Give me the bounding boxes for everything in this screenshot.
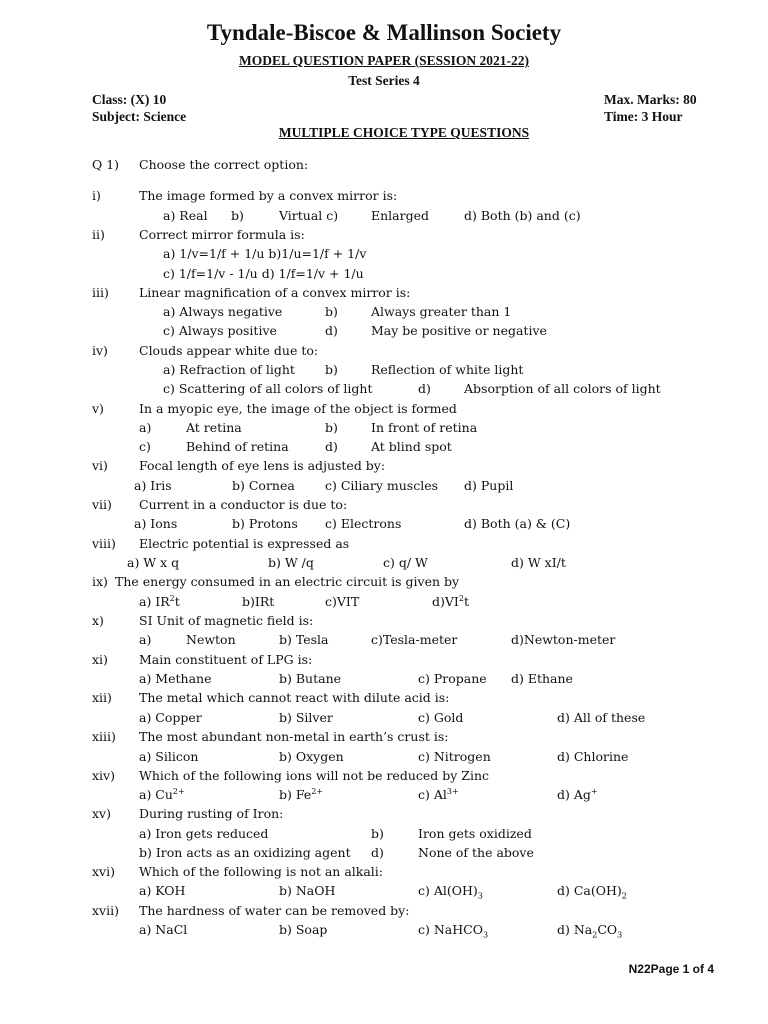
max-marks-label: Max. Marks: 80: [604, 92, 697, 107]
option-text: c): [139, 439, 151, 454]
option-text: d)Newton-meter: [511, 632, 616, 647]
question-number: xiv): [92, 768, 115, 783]
question-text: Which of the following ions will not be reduced by Zinc: [139, 768, 490, 783]
paper-title: MODEL QUESTION PAPER (SESSION 2021-22): [238, 53, 530, 68]
question-number: ii): [92, 227, 105, 242]
question-number: xi): [92, 652, 108, 667]
question-number: Q 1): [92, 157, 120, 172]
question-text: Current in a conductor is due to:: [139, 497, 348, 512]
question-text: Linear magnification of a convex mirror is:: [139, 285, 411, 300]
option-text: a) NaCl: [139, 922, 188, 937]
question-number: vi): [92, 458, 108, 473]
option-text: c) $Al^{3+}$: [418, 786, 459, 802]
question-number: vii): [92, 497, 112, 512]
option-text: May be positive or negative: [371, 323, 547, 338]
option-text: c) Propane: [418, 671, 487, 686]
option-text: a) KOH: [139, 883, 186, 898]
option-text: b) $Fe^{2+}$: [279, 786, 324, 802]
option-text: At blind spot: [371, 439, 452, 454]
option-text: b) NaOH: [279, 883, 336, 898]
option-text: None of the above: [418, 845, 534, 860]
option-text: a) Always negative: [163, 304, 283, 319]
option-text: d) Both (a) & (C): [464, 516, 571, 531]
question-text: The metal which cannot react with dilute acid is:: [139, 690, 450, 705]
question-text: Correct mirror formula is:: [139, 227, 305, 242]
option-text: a) Real: [163, 208, 208, 223]
question-text: Main constituent of LPG is:: [139, 652, 313, 667]
question-number: x): [92, 613, 104, 628]
question-text: The energy consumed in an electric circuit is given by: [115, 574, 460, 589]
option-text: b): [325, 304, 338, 319]
option-text: At retina: [186, 420, 242, 435]
class-label: Class: (X) 10: [92, 92, 167, 107]
option-text: d) All of these: [557, 710, 646, 725]
question-number: xiii): [92, 729, 116, 744]
option-text: d) Ethane: [511, 671, 573, 686]
option-text: a) Iris: [134, 478, 172, 493]
option-text: b) Silver: [279, 710, 333, 725]
question-number: i): [92, 188, 101, 203]
option-text: In front of retina: [371, 420, 478, 435]
option-text: Absorption of all colors of light: [464, 381, 661, 396]
question-text: Focal length of eye lens is adjusted by:: [139, 458, 386, 473]
option-text: a) $Cu^{2+}$: [139, 786, 185, 802]
option-text: Behind of retina: [186, 439, 289, 454]
option-text: b) Tesla: [279, 632, 329, 647]
option-text: Iron gets oxidized: [418, 826, 532, 841]
option-text: c) Scattering of all colors of light: [163, 381, 373, 396]
option-text: b) Soap: [279, 922, 328, 937]
option-text: d) $Ca(OH)_2$: [557, 883, 627, 901]
question-number: xvii): [92, 903, 119, 918]
question-number: ix): [92, 574, 108, 589]
series-title: Test Series 4: [348, 73, 420, 88]
option-text: b) Cornea: [232, 478, 295, 493]
question-text: Clouds appear white due to:: [139, 343, 319, 358]
option-text: d): [325, 323, 338, 338]
question-number: xv): [92, 806, 111, 821]
option-text: c) Gold: [418, 710, 464, 725]
option-text: c) NaHCO$_3$: [418, 922, 489, 940]
question-text: The hardness of water can be removed by:: [139, 903, 410, 918]
option-text: b): [325, 420, 338, 435]
option-text: b) Iron acts as an oxidizing agent: [139, 845, 351, 860]
page-number: N22Page 1 of 4: [628, 962, 714, 976]
option-text: a) Methane: [139, 671, 212, 686]
society-title: Tyndale-Biscoe & Mallinson Society: [206, 20, 562, 45]
option-text: d) Chlorine: [557, 749, 629, 764]
option-text: a): [139, 632, 152, 647]
question-number: iii): [92, 285, 109, 300]
option-text: a) Iron gets reduced: [139, 826, 269, 841]
option-text: Newton: [186, 632, 236, 647]
option-text: a) Refraction of light: [163, 362, 295, 377]
subject-label: Subject: Science: [92, 109, 187, 124]
option-text: a) Ions: [134, 516, 178, 531]
option-text: b)IRt: [242, 594, 275, 609]
option-text: d) $Na_2CO_3$: [557, 922, 623, 940]
question-number: xii): [92, 690, 112, 705]
question-text: During rusting of Iron:: [139, 806, 284, 821]
option-text: c)VIT: [325, 594, 360, 609]
option-text: c) Ciliary muscles: [325, 478, 439, 493]
option-text: c)Tesla-meter: [371, 632, 458, 647]
option-text: b): [371, 826, 384, 841]
option-text: a) Silicon: [139, 749, 199, 764]
option-text: c) Always positive: [163, 323, 277, 338]
option-text: d): [325, 439, 338, 454]
question-text: Choose the correct option:: [139, 157, 309, 172]
question-number: viii): [92, 536, 116, 551]
option-text: b): [325, 362, 338, 377]
option-text: d) Ag+: [557, 786, 598, 802]
option-text: c) Electrons: [325, 516, 402, 531]
option-text: $d)VI^2t$: [432, 593, 469, 609]
option-text: a): [139, 420, 152, 435]
option-text: b) Protons: [232, 516, 298, 531]
option-text: Always greater than 1: [371, 304, 512, 319]
question-text: Which of the following is not an alkali:: [139, 864, 384, 879]
option-text: a) $IR^2t$: [139, 593, 180, 609]
option-text: b) Oxygen: [279, 749, 344, 764]
option-text: a) W x q: [127, 555, 180, 570]
option-text: b): [231, 208, 244, 223]
option-text: a) Copper: [139, 710, 202, 725]
question-text: Electric potential is expressed as: [139, 536, 350, 551]
question-text: The most abundant non-metal in earth’s crust is:: [139, 729, 449, 744]
option-text: c) $Al(OH)_3$: [418, 883, 483, 901]
option-text: c) Nitrogen: [418, 749, 491, 764]
question-text: The image formed by a convex mirror is:: [139, 188, 398, 203]
time-label: Time: 3 Hour: [604, 109, 683, 124]
section-title: MULTIPLE CHOICE TYPE QUESTIONS: [278, 125, 530, 140]
option-text: d) W xI/t: [511, 555, 566, 570]
question-number: iv): [92, 343, 108, 358]
option-text: b) W /q: [268, 555, 314, 570]
option-text: d) Pupil: [464, 478, 514, 493]
option-text: Enlarged: [371, 208, 430, 223]
option-text: c) q/ W: [383, 555, 428, 570]
question-text: SI Unit of magnetic field is:: [139, 613, 314, 628]
option-text: Virtual c): [279, 208, 339, 223]
option-text: c) 1/f=1/v - 1/u d) 1/f=1/v + 1/u: [163, 266, 364, 281]
option-text: a) 1/v=1/f + 1/u b)1/u=1/f + 1/v: [163, 246, 367, 261]
option-text: Reflection of white light: [371, 362, 524, 377]
option-text: d): [418, 381, 431, 396]
option-text: b) Butane: [279, 671, 342, 686]
option-text: d) Both (b) and (c): [464, 208, 581, 223]
option-text: d): [371, 845, 384, 860]
question-number: v): [92, 401, 104, 416]
question-number: xvi): [92, 864, 115, 879]
question-text: In a myopic eye, the image of the object is formed: [139, 401, 457, 416]
